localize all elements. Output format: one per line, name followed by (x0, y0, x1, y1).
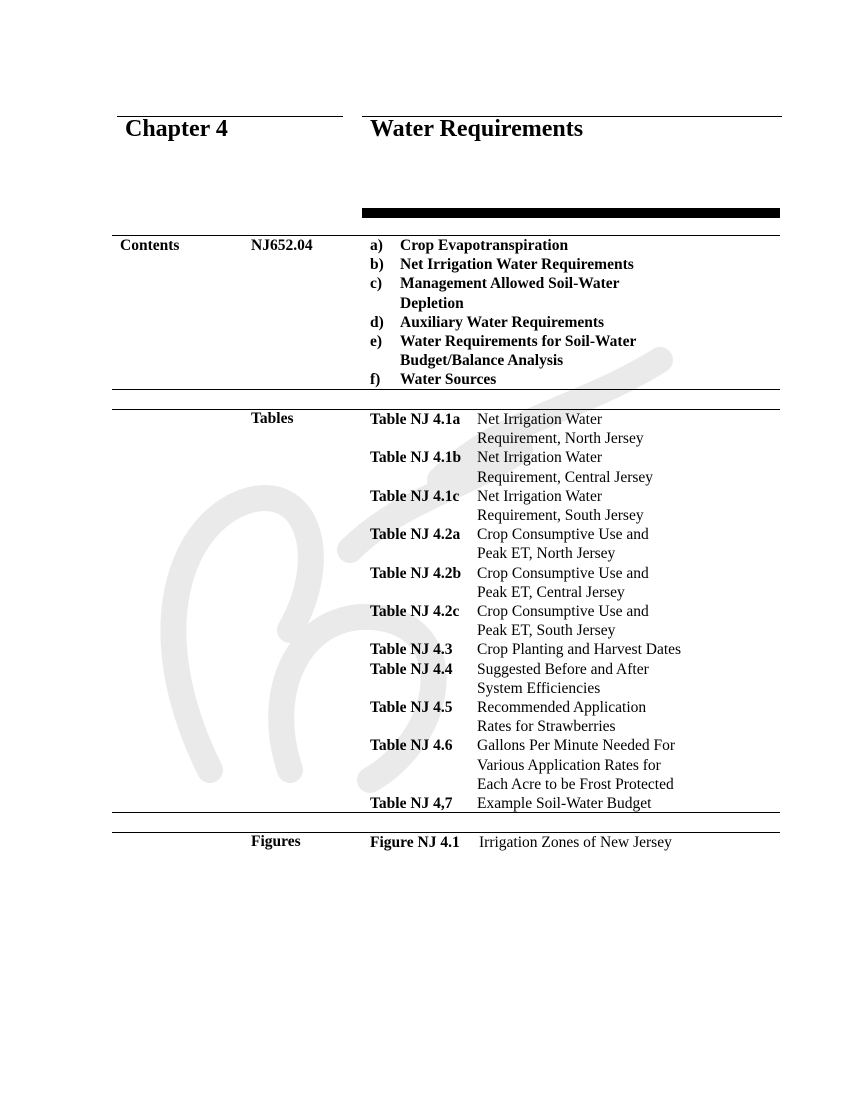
table-entry-number: Table NJ 4.6 (370, 737, 453, 755)
contents-code: NJ652.04 (251, 237, 313, 254)
contents-item-letter: c) (370, 275, 383, 293)
table-entry-desc: Gallons Per Minute Needed For Various Application Rates for Each Acre to be Frost Protected (477, 737, 676, 793)
title-bar (362, 208, 780, 218)
page-title: Water Requirements (370, 116, 584, 142)
contents-item (370, 370, 770, 389)
contents-item-text: Management Allowed Soil-Water Depletion (400, 275, 620, 312)
contents-item-letter: d) (370, 313, 384, 331)
contents-rule-bottom (112, 389, 780, 390)
contents-item-letter: f) (370, 371, 381, 389)
figure-entry (370, 833, 672, 852)
table-entry (370, 640, 780, 659)
table-entry (370, 525, 780, 563)
table-entry-number: Table NJ 4.3 (370, 641, 453, 659)
table-entry-number: Table NJ 4.1b (370, 449, 462, 467)
table-entry-desc: Suggested Before and After System Efficiencies (477, 660, 649, 697)
tables-label: Tables (251, 410, 294, 427)
contents-item (370, 274, 770, 312)
table-entry-desc: Crop Consumptive Use and Peak ET, South Jersey (477, 603, 649, 640)
figure-entry-desc: Irrigation Zones of New Jersey (479, 834, 672, 851)
table-entry-number: Table NJ 4.4 (370, 660, 453, 678)
table-entry-number: Table NJ 4.2c (370, 603, 460, 621)
table-entry (370, 410, 780, 448)
contents-item-letter: b) (370, 256, 384, 274)
contents-item-text: Crop Evapotranspiration (400, 237, 569, 254)
table-entry-desc: Recommended Application Rates for Strawberries (477, 699, 647, 736)
table-entry-number: Table NJ 4.1c (370, 487, 460, 505)
contents-item-text: Net Irrigation Water Requirements (400, 256, 634, 274)
table-entry-desc: Net Irrigation Water Requirement, South Jersey (477, 487, 644, 525)
table-entry (370, 487, 780, 525)
table-entry (370, 602, 780, 640)
contents-item-text: Auxiliary Water Requirements (400, 313, 605, 331)
table-entry-number: Table NJ 4.2b (370, 564, 462, 582)
table-entry-desc: Crop Consumptive Use and Peak ET, Central Jersey (477, 564, 649, 601)
tables-list (370, 410, 780, 813)
contents-item-letter: e) (370, 333, 383, 351)
table-entry-desc: Net Irrigation Water Requirement, Central Jersey (477, 449, 654, 486)
contents-item-letter: a) (370, 237, 383, 254)
table-entry (370, 794, 780, 813)
table-entry (370, 448, 780, 486)
contents-item (370, 255, 770, 274)
table-entry (370, 698, 780, 736)
figure-entry-number: Figure NJ 4.1 (370, 834, 460, 851)
contents-item (370, 332, 770, 370)
table-entry-number: Table NJ 4,7 (370, 795, 453, 813)
contents-item (370, 313, 770, 332)
table-entry-desc: Crop Consumptive Use and Peak ET, North Jersey (477, 526, 649, 563)
contents-item (370, 236, 770, 255)
figures-label: Figures (251, 833, 301, 850)
table-entry-desc: Net Irrigation Water Requirement, North Jersey (477, 411, 644, 448)
chapter-label: Chapter 4 (125, 116, 228, 142)
table-entry (370, 660, 780, 698)
table-entry (370, 736, 780, 794)
table-entry-desc: Example Soil-Water Budget (477, 795, 652, 813)
contents-item-text: Water Sources (400, 371, 497, 389)
table-entry-desc: Crop Planting and Harvest Dates (477, 641, 682, 659)
table-entry (370, 564, 780, 602)
table-entry-number: Table NJ 4.2a (370, 526, 461, 544)
table-entry-number: Table NJ 4.5 (370, 699, 453, 717)
contents-label: Contents (120, 237, 180, 254)
tables-rule-bottom (112, 812, 780, 813)
contents-list (370, 236, 770, 390)
contents-item-text: Water Requirements for Soil-Water Budget/Balance Analysis (400, 333, 637, 370)
table-entry-number: Table NJ 4.1a (370, 411, 461, 428)
